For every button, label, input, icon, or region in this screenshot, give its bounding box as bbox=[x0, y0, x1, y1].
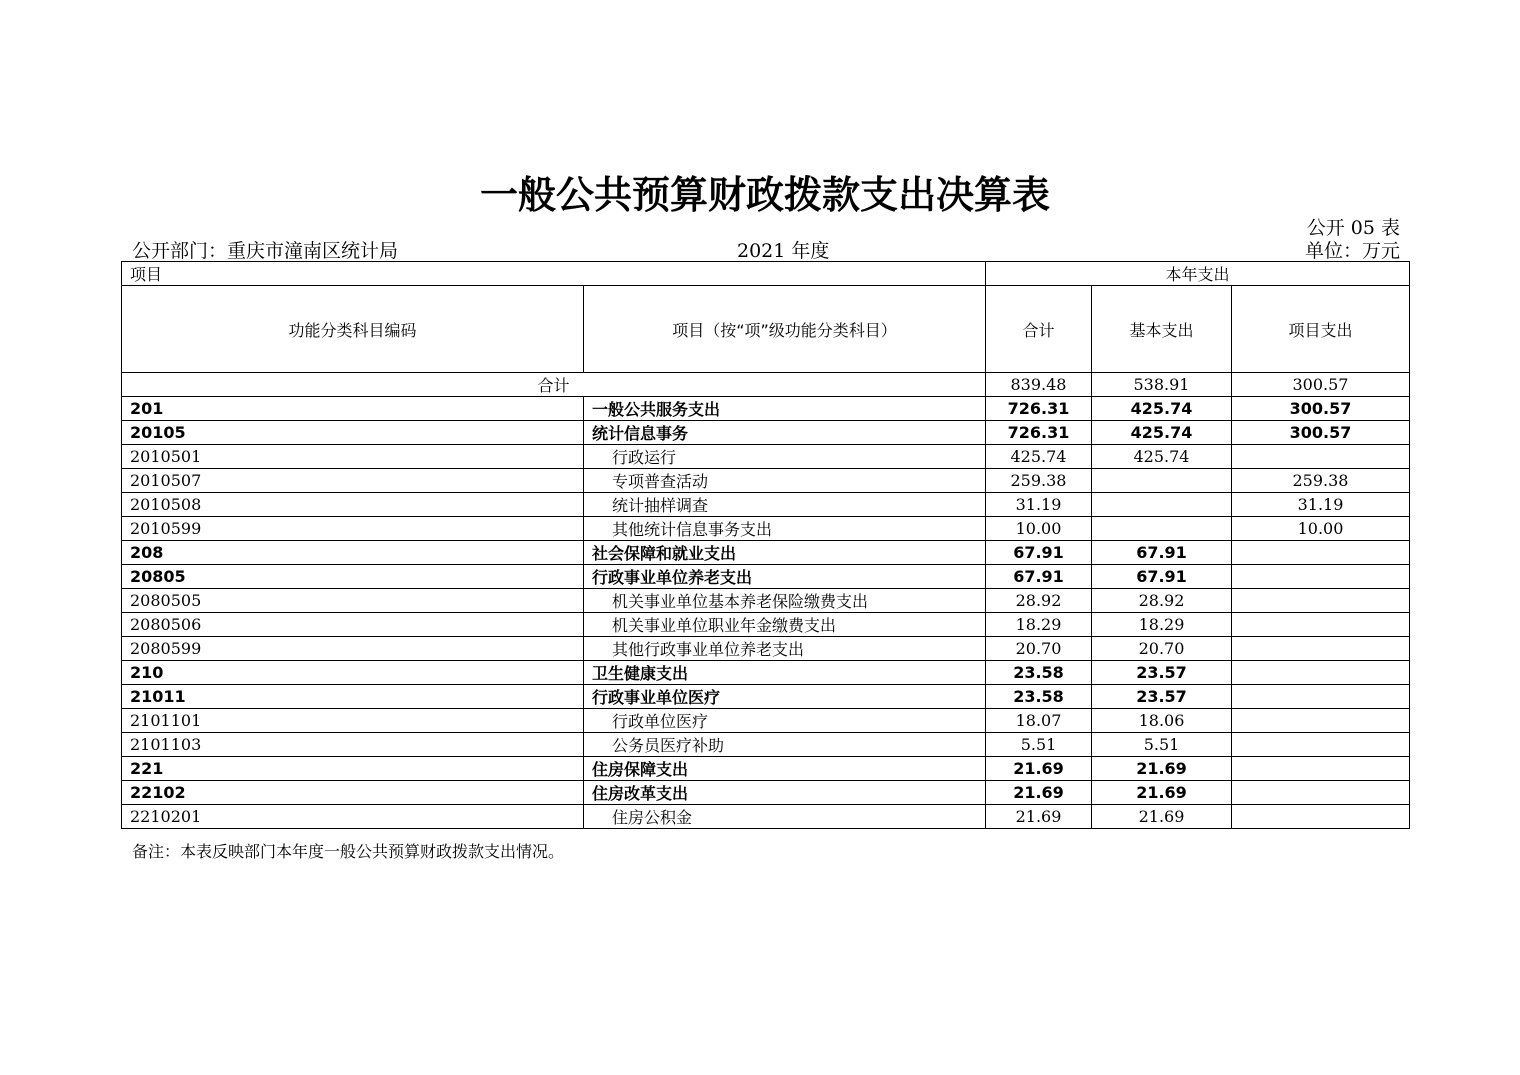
row-code: 201 bbox=[122, 397, 584, 421]
page-title: 一般公共预算财政拨款支出决算表 bbox=[479, 173, 1050, 217]
row-basic bbox=[1092, 517, 1232, 541]
row-code: 2010508 bbox=[122, 493, 584, 517]
row-total: 23.58 bbox=[986, 685, 1092, 709]
total-project: 300.57 bbox=[1232, 373, 1410, 397]
table-row bbox=[122, 757, 1410, 781]
row-code: 2010501 bbox=[122, 445, 584, 469]
table-row bbox=[122, 733, 1410, 757]
row-name: 机关事业单位职业年金缴费支出 bbox=[584, 613, 986, 637]
row-total: 18.29 bbox=[986, 613, 1092, 637]
row-project bbox=[1232, 805, 1410, 829]
table-row bbox=[122, 661, 1410, 685]
table-row bbox=[122, 709, 1410, 733]
row-project bbox=[1232, 637, 1410, 661]
row-basic: 67.91 bbox=[1092, 565, 1232, 589]
table-row bbox=[122, 541, 1410, 565]
row-code: 210 bbox=[122, 661, 584, 685]
row-code: 2101103 bbox=[122, 733, 584, 757]
header-item: 项目 bbox=[122, 262, 986, 286]
row-code: 2080506 bbox=[122, 613, 584, 637]
row-name: 其他行政事业单位养老支出 bbox=[584, 637, 986, 661]
row-name: 其他统计信息事务支出 bbox=[584, 517, 986, 541]
row-name: 社会保障和就业支出 bbox=[584, 541, 986, 565]
row-name: 统计信息事务 bbox=[584, 421, 986, 445]
table-row bbox=[122, 637, 1410, 661]
row-project: 300.57 bbox=[1232, 397, 1410, 421]
total-amount: 839.48 bbox=[986, 373, 1092, 397]
fiscal-year: 2021 年度 bbox=[737, 240, 830, 262]
header-current-year: 本年支出 bbox=[986, 262, 1410, 286]
table-row bbox=[122, 589, 1410, 613]
row-basic: 21.69 bbox=[1092, 757, 1232, 781]
row-code: 2210201 bbox=[122, 805, 584, 829]
row-name: 行政单位医疗 bbox=[584, 709, 986, 733]
row-total: 5.51 bbox=[986, 733, 1092, 757]
row-name: 行政事业单位养老支出 bbox=[584, 565, 986, 589]
row-code: 2080505 bbox=[122, 589, 584, 613]
header-row-2 bbox=[122, 286, 1410, 373]
table-row bbox=[122, 517, 1410, 541]
row-total: 21.69 bbox=[986, 781, 1092, 805]
row-basic: 425.74 bbox=[1092, 445, 1232, 469]
expenditure-table bbox=[121, 261, 1410, 829]
row-total: 23.58 bbox=[986, 661, 1092, 685]
row-total: 67.91 bbox=[986, 541, 1092, 565]
row-name: 住房改革支出 bbox=[584, 781, 986, 805]
total-label: 合计 bbox=[122, 373, 986, 397]
row-total: 18.07 bbox=[986, 709, 1092, 733]
row-project bbox=[1232, 661, 1410, 685]
header-project: 项目支出 bbox=[1232, 286, 1410, 373]
row-basic: 21.69 bbox=[1092, 805, 1232, 829]
row-name: 机关事业单位基本养老保险缴费支出 bbox=[584, 589, 986, 613]
row-total: 28.92 bbox=[986, 589, 1092, 613]
unit-label: 单位：万元 bbox=[1304, 240, 1400, 262]
row-project bbox=[1232, 613, 1410, 637]
table-row bbox=[122, 397, 1410, 421]
row-project bbox=[1232, 757, 1410, 781]
row-project bbox=[1232, 445, 1410, 469]
row-name: 统计抽样调查 bbox=[584, 493, 986, 517]
row-total: 726.31 bbox=[986, 397, 1092, 421]
table-row bbox=[122, 565, 1410, 589]
header-code: 功能分类科目编码 bbox=[122, 286, 584, 373]
row-project: 31.19 bbox=[1232, 493, 1410, 517]
row-name: 行政运行 bbox=[584, 445, 986, 469]
row-name: 住房公积金 bbox=[584, 805, 986, 829]
row-project bbox=[1232, 709, 1410, 733]
row-basic: 18.06 bbox=[1092, 709, 1232, 733]
row-project bbox=[1232, 733, 1410, 757]
footnote: 备注：本表反映部门本年度一般公共预算财政拨款支出情况。 bbox=[132, 842, 565, 861]
table-row bbox=[122, 781, 1410, 805]
table-row bbox=[122, 493, 1410, 517]
row-total: 10.00 bbox=[986, 517, 1092, 541]
row-total: 21.69 bbox=[986, 757, 1092, 781]
row-total: 726.31 bbox=[986, 421, 1092, 445]
row-name: 行政事业单位医疗 bbox=[584, 685, 986, 709]
table-row bbox=[122, 685, 1410, 709]
row-basic: 23.57 bbox=[1092, 685, 1232, 709]
row-code: 2101101 bbox=[122, 709, 584, 733]
form-number: 公开 05 表 bbox=[1306, 217, 1400, 239]
row-name: 专项普查活动 bbox=[584, 469, 986, 493]
header-row-1 bbox=[122, 262, 1410, 286]
row-total: 20.70 bbox=[986, 637, 1092, 661]
row-project: 10.00 bbox=[1232, 517, 1410, 541]
row-total: 31.19 bbox=[986, 493, 1092, 517]
row-code: 22102 bbox=[122, 781, 584, 805]
department-label: 公开部门：重庆市潼南区统计局 bbox=[132, 240, 399, 262]
row-name: 一般公共服务支出 bbox=[584, 397, 986, 421]
row-code: 2080599 bbox=[122, 637, 584, 661]
row-name: 住房保障支出 bbox=[584, 757, 986, 781]
header-name: 项目（按“项”级功能分类科目） bbox=[584, 286, 986, 373]
row-basic: 23.57 bbox=[1092, 661, 1232, 685]
row-code: 221 bbox=[122, 757, 584, 781]
row-basic: 425.74 bbox=[1092, 421, 1232, 445]
header-basic: 基本支出 bbox=[1092, 286, 1232, 373]
row-project bbox=[1232, 589, 1410, 613]
row-basic bbox=[1092, 469, 1232, 493]
header-total: 合计 bbox=[986, 286, 1092, 373]
row-code: 20805 bbox=[122, 565, 584, 589]
row-project bbox=[1232, 781, 1410, 805]
row-basic: 67.91 bbox=[1092, 541, 1232, 565]
row-basic: 28.92 bbox=[1092, 589, 1232, 613]
total-basic: 538.91 bbox=[1092, 373, 1232, 397]
row-name: 公务员医疗补助 bbox=[584, 733, 986, 757]
table-row bbox=[122, 805, 1410, 829]
table-row bbox=[122, 613, 1410, 637]
row-project bbox=[1232, 541, 1410, 565]
row-project bbox=[1232, 685, 1410, 709]
row-code: 2010507 bbox=[122, 469, 584, 493]
row-project: 259.38 bbox=[1232, 469, 1410, 493]
row-basic: 21.69 bbox=[1092, 781, 1232, 805]
row-total: 21.69 bbox=[986, 805, 1092, 829]
table-row bbox=[122, 421, 1410, 445]
row-code: 20105 bbox=[122, 421, 584, 445]
row-code: 21011 bbox=[122, 685, 584, 709]
row-total: 67.91 bbox=[986, 565, 1092, 589]
row-project: 300.57 bbox=[1232, 421, 1410, 445]
row-project bbox=[1232, 565, 1410, 589]
row-basic: 5.51 bbox=[1092, 733, 1232, 757]
row-code: 2010599 bbox=[122, 517, 584, 541]
total-row bbox=[122, 373, 1410, 397]
row-total: 259.38 bbox=[986, 469, 1092, 493]
row-total: 425.74 bbox=[986, 445, 1092, 469]
row-basic: 425.74 bbox=[1092, 397, 1232, 421]
row-basic: 20.70 bbox=[1092, 637, 1232, 661]
row-basic: 18.29 bbox=[1092, 613, 1232, 637]
table-row bbox=[122, 469, 1410, 493]
row-name: 卫生健康支出 bbox=[584, 661, 986, 685]
row-basic bbox=[1092, 493, 1232, 517]
table-row bbox=[122, 445, 1410, 469]
row-code: 208 bbox=[122, 541, 584, 565]
